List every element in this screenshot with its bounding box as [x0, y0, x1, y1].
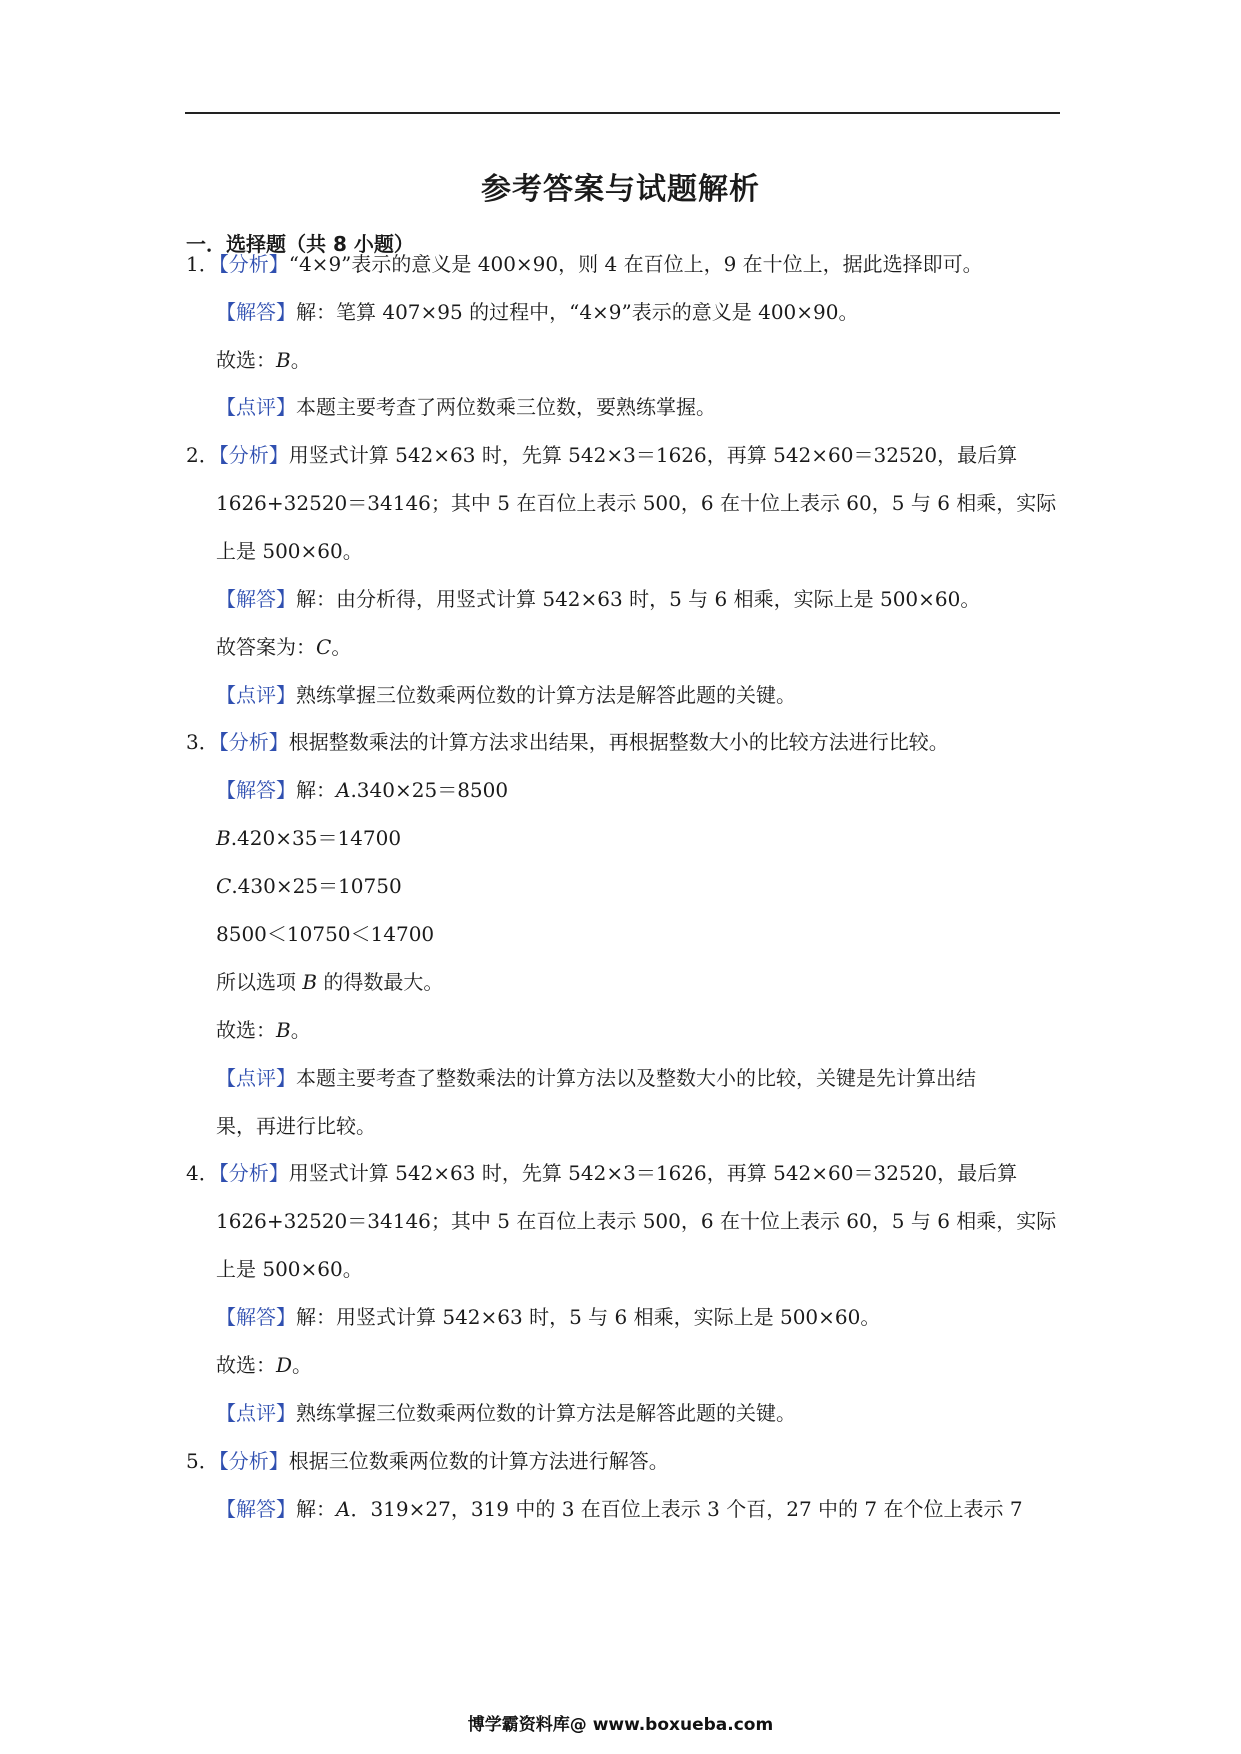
question-1-answer [216, 298, 859, 326]
result-label: 故答案为： [216, 635, 316, 659]
question-4-comment [216, 1399, 796, 1427]
analysis-tag: 【分析】 [218, 443, 289, 467]
question-1-comment [216, 393, 716, 421]
question-1-analysis [186, 250, 983, 278]
analysis-tag: 【分析】 [218, 252, 289, 276]
result-letter: C [316, 635, 332, 659]
comment-tag: 【点评】 [216, 1401, 296, 1425]
question-3-analysis [186, 728, 949, 756]
result-label: 故选： [216, 1353, 276, 1377]
question-3-option-c [216, 872, 402, 900]
option-b-text: .420×35＝14700 [230, 826, 402, 850]
result-label: 故选： [216, 1018, 276, 1042]
question-number: 1． [186, 252, 219, 276]
question-number: 2． [186, 443, 219, 467]
option-a-text: .340×25＝8500 [350, 778, 509, 802]
question-2-analysis-line-3: 上是 500×60。 [216, 539, 363, 563]
answer-letter: A [336, 1497, 351, 1521]
question-3-comment-line-2: 果，再进行比较。 [216, 1114, 376, 1138]
option-c-letter: C [216, 874, 232, 898]
result-suffix: 。 [290, 348, 311, 372]
answer-tag: 【解答】 [216, 587, 296, 611]
comment-text: 熟练掌握三位数乘两位数的计算方法是解答此题的关键。 [296, 683, 796, 707]
answer-tag: 【解答】 [216, 1305, 296, 1329]
result-suffix: 。 [331, 635, 352, 659]
question-5-analysis [186, 1447, 669, 1475]
analysis-text: 用竖式计算 542×63 时，先算 542×3＝1626，再算 542×60＝32520，最后算 [288, 1161, 1018, 1185]
question-2-analysis [186, 441, 1017, 469]
analysis-text: “4×9”表示的意义是 400×90，则 4 在百位上，9 在十位上，据此选择即可。 [288, 252, 983, 276]
result-letter: B [276, 1018, 291, 1042]
result-suffix: 。 [292, 1353, 313, 1377]
question-number: 3． [186, 730, 219, 754]
question-3-conclusion [216, 968, 443, 996]
answer-prefix: 解： [296, 778, 336, 802]
page-title: 参考答案与试题解析 [481, 172, 760, 207]
result-suffix: 。 [290, 1018, 311, 1042]
question-2-analysis-line-2: 1626+32520＝34146；其中 5 在百位上表示 500，6 在十位上表示 60，5 与 6 相乘，实际 [216, 491, 1057, 515]
conclusion-suffix: 的得数最大。 [323, 970, 444, 994]
answer-text: ．319×27，319 中的 3 在百位上表示 3 个百，27 中的 7 在个位上表示 7 [350, 1497, 1023, 1521]
comment-text: 本题主要考查了整数乘法的计算方法以及整数大小的比较，关键是先计算出结 [296, 1066, 976, 1090]
question-2-answer [216, 585, 980, 613]
question-3-result [216, 1016, 311, 1044]
answer-tag: 【解答】 [216, 778, 296, 802]
analysis-text: 用竖式计算 542×63 时，先算 542×3＝1626，再算 542×60＝32520，最后算 [288, 443, 1018, 467]
result-label: 故选： [216, 348, 276, 372]
answer-text: 解：笔算 407×95 的过程中，“4×9”表示的意义是 400×90。 [296, 300, 859, 324]
question-1-result [216, 346, 311, 374]
option-c-text: .430×25＝10750 [231, 874, 402, 898]
question-4-answer [216, 1303, 880, 1331]
question-3-answer [216, 776, 508, 804]
answer-tag: 【解答】 [216, 1497, 296, 1521]
option-b-letter: B [216, 826, 231, 850]
answer-text: 解：用竖式计算 542×63 时，5 与 6 相乘，实际上是 500×60。 [296, 1305, 881, 1329]
header-rule [185, 112, 1060, 114]
footer-watermark: 博学霸资料库@ www.boxueba.com [467, 1715, 774, 1735]
question-3-option-b [216, 824, 401, 852]
question-3-compare: 8500＜10750＜14700 [216, 922, 435, 946]
comment-tag: 【点评】 [216, 395, 296, 419]
analysis-tag: 【分析】 [218, 1161, 289, 1185]
comment-text: 熟练掌握三位数乘两位数的计算方法是解答此题的关键。 [296, 1401, 796, 1425]
comment-tag: 【点评】 [216, 1066, 296, 1090]
result-letter: D [276, 1353, 293, 1377]
conclusion-letter: B [302, 970, 318, 994]
question-2-result [216, 633, 351, 661]
question-4-result [216, 1351, 312, 1379]
result-letter: B [276, 348, 291, 372]
comment-text: 本题主要考查了两位数乘三位数，要熟练掌握。 [296, 395, 716, 419]
answer-prefix: 解： [296, 1497, 336, 1521]
question-5-answer [216, 1495, 1023, 1523]
conclusion-prefix: 所以选项 [216, 970, 296, 994]
question-4-analysis-line-2: 1626+32520＝34146；其中 5 在百位上表示 500，6 在十位上表示 60，5 与 6 相乘，实际 [216, 1209, 1057, 1233]
section-heading: 一．选择题（共 8 小题） [186, 232, 414, 256]
analysis-text: 根据整数乘法的计算方法求出结果，再根据整数大小的比较方法进行比较。 [288, 730, 949, 754]
answer-tag: 【解答】 [216, 300, 296, 324]
option-a-letter: A [336, 778, 351, 802]
answer-text: 解：由分析得，用竖式计算 542×63 时，5 与 6 相乘，实际上是 500×60。 [296, 587, 981, 611]
analysis-tag: 【分析】 [218, 1449, 289, 1473]
question-2-comment [216, 681, 796, 709]
question-number: 4． [186, 1161, 219, 1185]
analysis-text: 根据三位数乘两位数的计算方法进行解答。 [288, 1449, 669, 1473]
comment-tag: 【点评】 [216, 683, 296, 707]
analysis-tag: 【分析】 [218, 730, 289, 754]
question-number: 5． [186, 1449, 219, 1473]
question-4-analysis [186, 1159, 1017, 1187]
question-3-comment [216, 1064, 976, 1092]
question-4-analysis-line-3: 上是 500×60。 [216, 1257, 363, 1281]
